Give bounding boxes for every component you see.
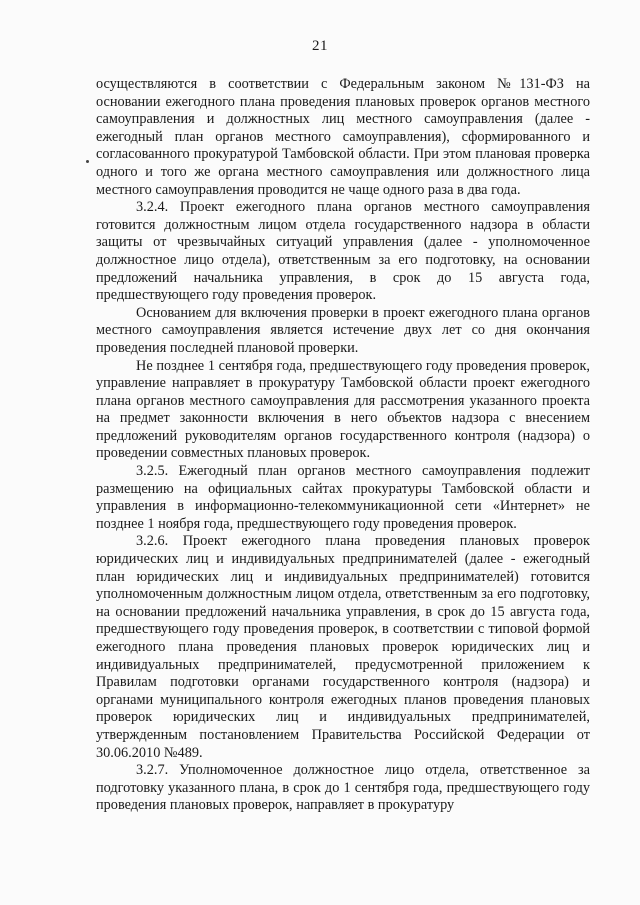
- paragraph-section-3-2-5: 3.2.5. Ежегодный план органов местного самоуправления подлежит размещению на официальных сайтах прокуратуры Тамбовской области и управления в информационно-телекоммуникационной сети «Интернет» не позднее 1 ноября года, предшествующего году проведения проверок.: [96, 463, 590, 532]
- paragraph-section-3-2-4: 3.2.4. Проект ежегодного плана органов местного самоуправления готовится должностным лицом отдела государственного надзора в области защиты от чрезвычайных ситуаций управления (далее - уполномоченное должностное лицо отдела), ответственным за его подготовку, на основании предложений начальника управления, в срок до 15 августа года, предшествующего году проведения проверок.: [96, 199, 590, 304]
- paragraph-deadline-september: Не позднее 1 сентября года, предшествующего году проведения проверок, управление направляет в прокуратуру Тамбовской области проект ежегодного плана органов местного самоуправления для рассмотрения указанного проекта на предмет законности включения в него объектов надзора с внесением предложений руководителям органов государственного контроля (надзора) о проведении совместных плановых проверок.: [96, 357, 590, 462]
- document-body: [96, 76, 590, 815]
- scan-speck: [86, 160, 89, 163]
- paragraph-section-3-2-6: 3.2.6. Проект ежегодного плана проведения плановых проверок юридических лиц и индивидуальных предпринимателей (далее - ежегодный план юридических лиц и индивидуальных предпринимателей) готовится уполномоченным должностным лицом отдела, ответственным за его подготовку, на основании предложений начальника управления, в срок до 15 августа года, предшествующего году проведения проверок, в соответствии с типовой формой ежегодного плана проведения плановых проверок юридических лиц и индивидуальных предпринимателей, предусмотренной приложением к Правилам подготовки органами государственного контроля (надзора) и органами муниципального контроля ежегодных планов проведения плановых проверок юридических лиц и индивидуальных предпринимателей, утвержденным постановлением Правительства Российской Федерации от 30.06.2010 №489.: [96, 533, 590, 761]
- page-number: 21: [312, 38, 328, 54]
- paragraph-continuation: осуществляются в соответствии с Федеральным законом №131-ФЗ на основании ежегодного плана проведения плановых проверок органов местного самоуправления и должностных лиц местного самоуправления (далее - ежегодный план органов местного самоуправления), сформированного и согласованного прокуратурой Тамбовской области. При этом плановая проверка одного и того же органа местного самоуправления или должностного лица местного самоуправления проводится не чаще одного раза в два года.: [96, 76, 590, 198]
- paragraph-section-3-2-7: 3.2.7. Уполномоченное должностное лицо отдела, ответственное за подготовку указанного плана, в срок до 1 сентября года, предшествующего году проведения плановых проверок, направляет в прокуратуру: [96, 762, 590, 814]
- paragraph-basis-inclusion: Основанием для включения проверки в проект ежегодного плана органов местного самоуправления является истечение двух лет со дня окончания проведения последней плановой проверки.: [96, 304, 590, 356]
